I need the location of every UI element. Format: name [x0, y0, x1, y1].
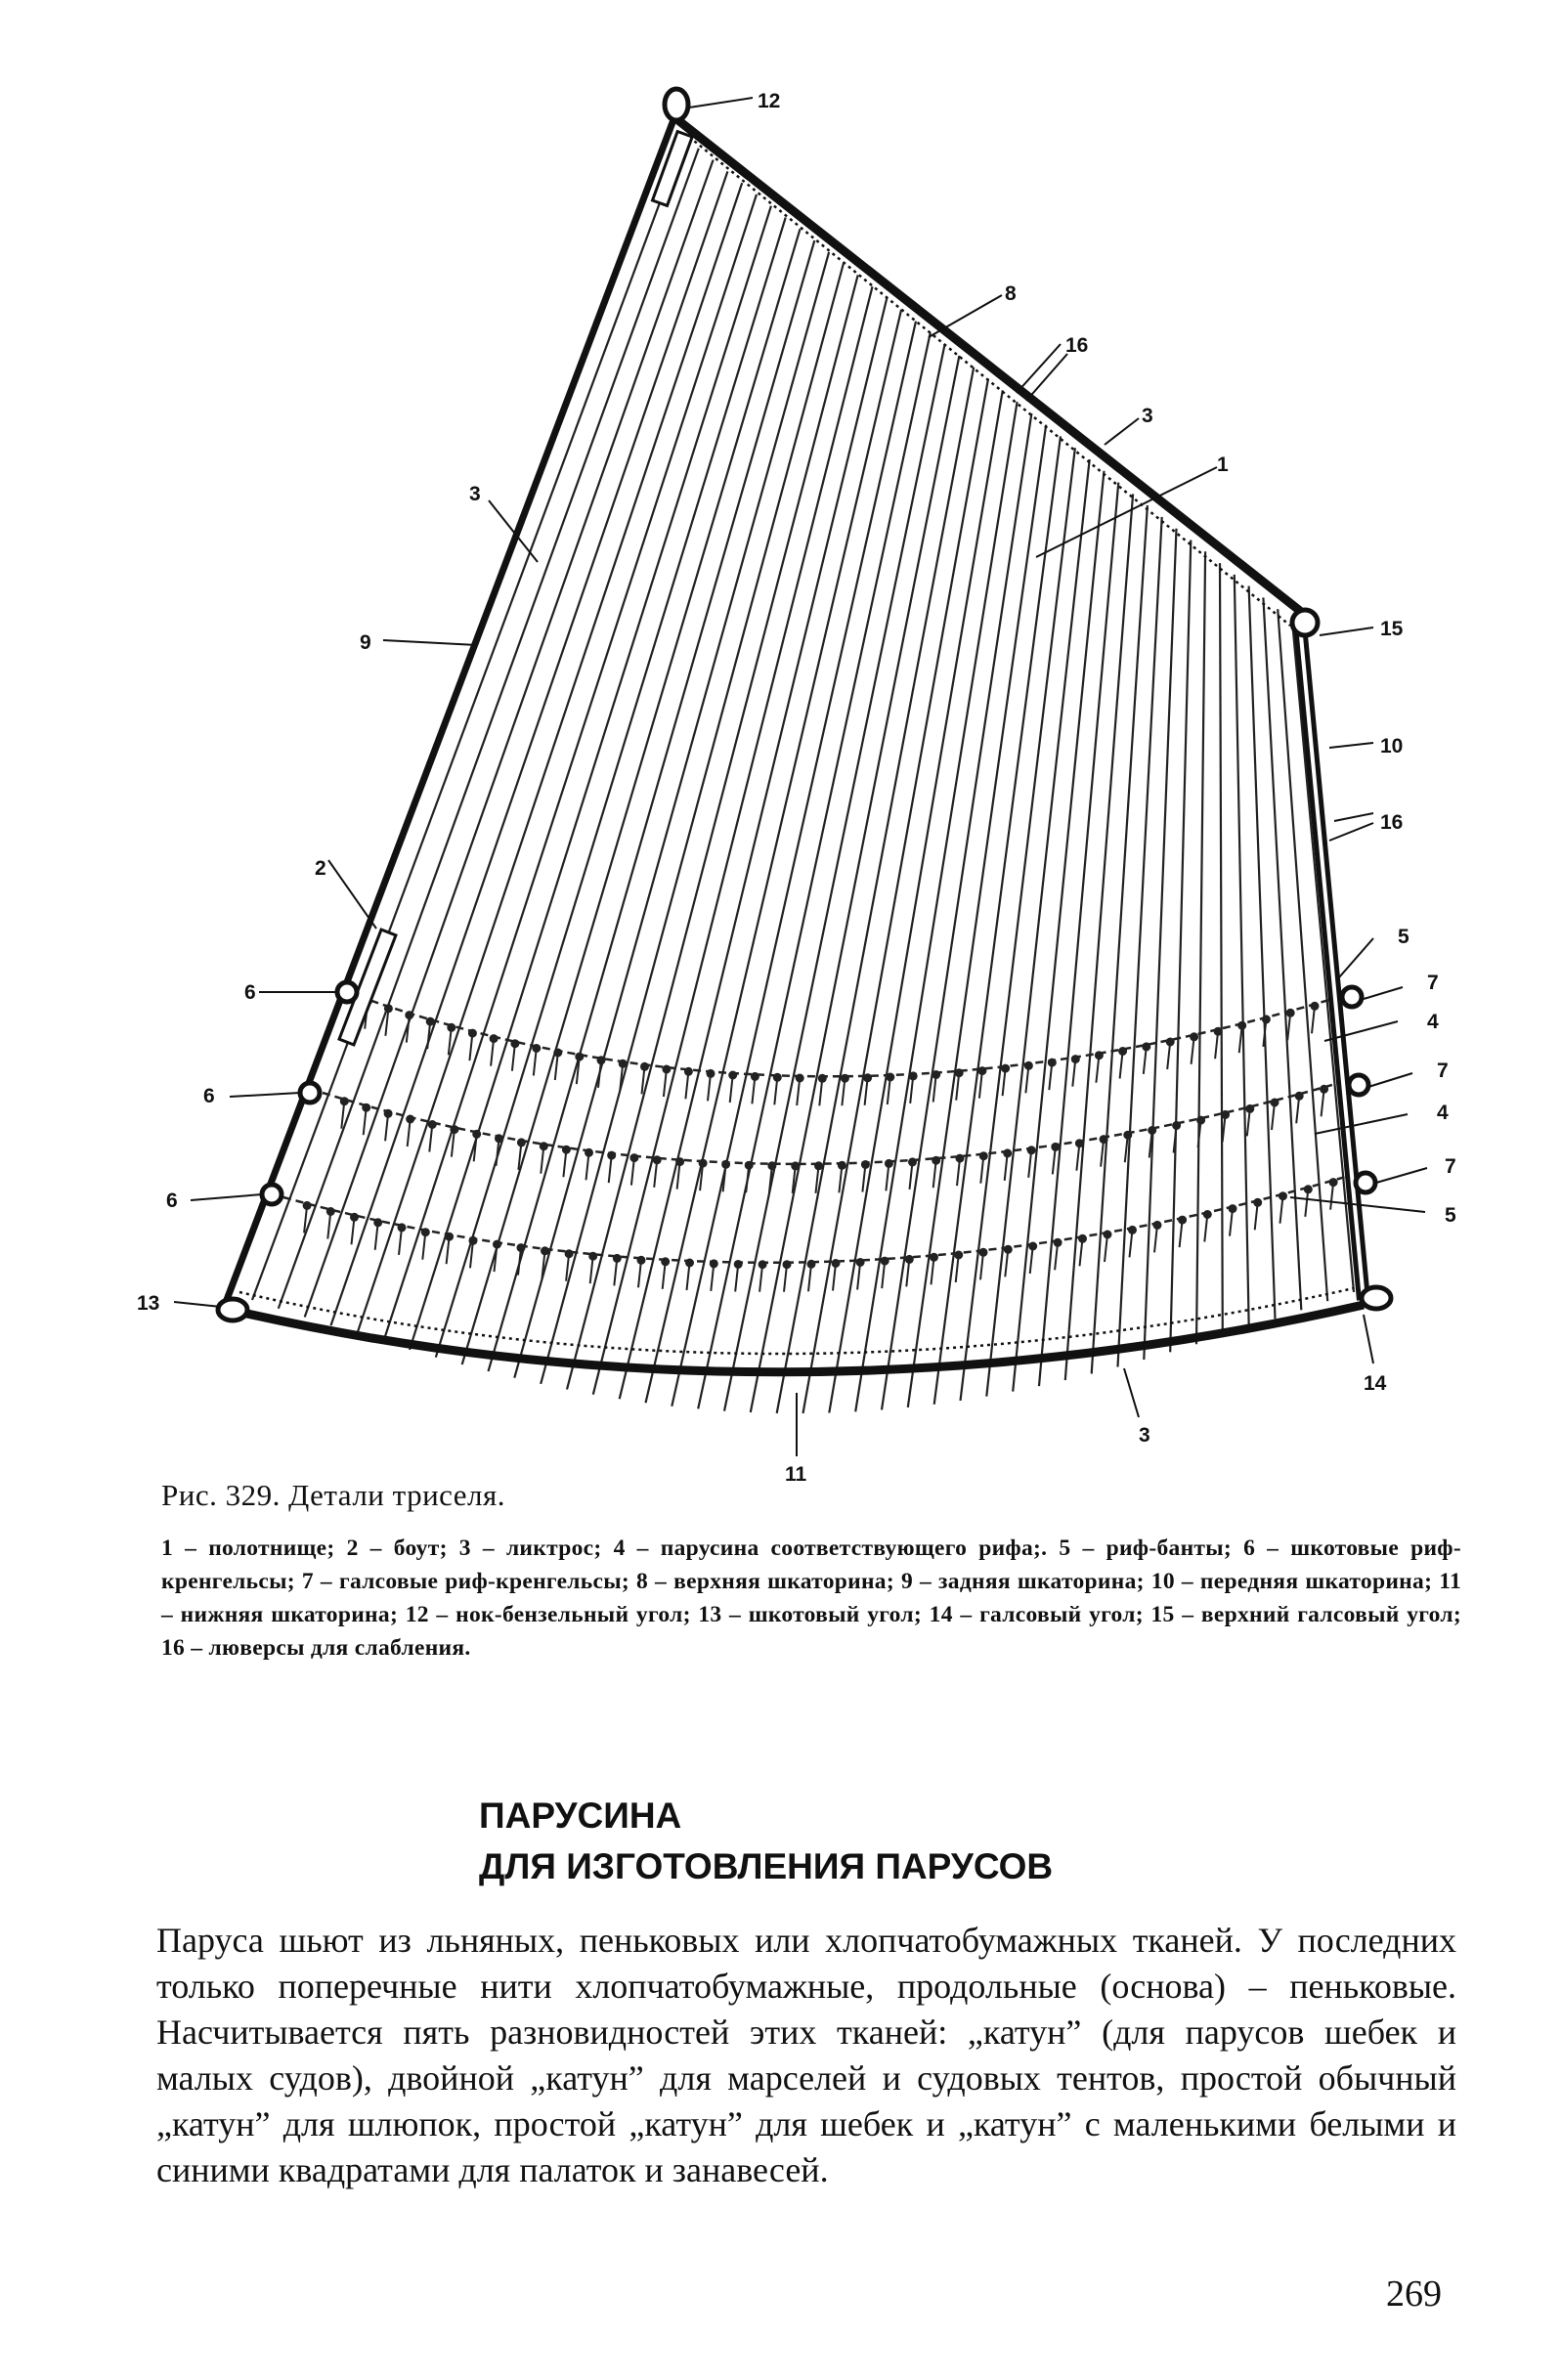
- seam-line: [489, 240, 815, 1371]
- reef-point-knot: [1222, 1111, 1229, 1118]
- reef-point-knot: [857, 1259, 864, 1266]
- reef-point-knot: [491, 1035, 498, 1042]
- reef-point-knot: [1101, 1136, 1107, 1143]
- seam-line: [751, 356, 960, 1412]
- reef-point-knot: [406, 1012, 412, 1018]
- reef-point-knot: [932, 1071, 939, 1078]
- reef-point-knot: [980, 1249, 987, 1256]
- reef-point-knot: [576, 1054, 583, 1060]
- reef-point-knot: [563, 1147, 570, 1153]
- reef-point-knot: [931, 1254, 937, 1261]
- section-heading: [479, 1791, 1359, 1892]
- reef-point-knot: [1143, 1043, 1149, 1050]
- reef-point-knot: [711, 1260, 717, 1267]
- reef-point-knot: [374, 1219, 381, 1226]
- label-10: 10: [1380, 735, 1404, 757]
- reef-point-knot: [864, 1074, 871, 1081]
- reef-point-knot: [700, 1160, 707, 1167]
- seam-line: [724, 344, 945, 1411]
- reef-point-knot: [978, 1067, 985, 1074]
- label-1: 1: [1217, 454, 1229, 476]
- reef-point-knot: [641, 1063, 648, 1070]
- label-6-a: 6: [244, 981, 256, 1004]
- reef-point-knot: [327, 1208, 334, 1215]
- seam-line: [1249, 586, 1276, 1320]
- reef-point-knot: [1049, 1060, 1056, 1066]
- reef-point-knot: [708, 1070, 715, 1077]
- reef-point-knot: [887, 1074, 893, 1081]
- seam-line: [1196, 551, 1205, 1344]
- reef-point-knot: [797, 1075, 803, 1082]
- reef-point-knot: [654, 1156, 661, 1163]
- label-12: 12: [758, 90, 781, 112]
- section-heading-line-1: ПАРУСИНА: [479, 1796, 682, 1836]
- reef-point-knot: [470, 1237, 477, 1244]
- label-5-upper: 5: [1398, 926, 1409, 948]
- label-11: 11: [785, 1463, 807, 1486]
- reef-point-knot: [518, 1244, 525, 1251]
- reef-point-knot: [469, 1030, 476, 1037]
- reef-point-knot: [589, 1253, 596, 1260]
- reef-point-knot: [614, 1255, 621, 1262]
- reef-point-knot: [1055, 1239, 1062, 1246]
- reef-point-knot: [1002, 1065, 1009, 1072]
- reef-point-knot: [1005, 1246, 1012, 1253]
- reef-point-knot: [839, 1162, 846, 1169]
- reef-point-knot: [808, 1261, 815, 1268]
- seam-line: [252, 137, 684, 1300]
- reef-point-knot: [886, 1160, 892, 1167]
- reef-point-knot: [957, 1155, 964, 1162]
- reef-point-knot: [1191, 1033, 1197, 1040]
- reef-point-knot: [862, 1161, 869, 1168]
- label-3-left: 3: [469, 483, 481, 505]
- reef-points: [304, 998, 1337, 1292]
- reef-point-knot: [815, 1162, 822, 1169]
- reef-point-knot: [427, 1018, 434, 1025]
- reef-point-knot: [1004, 1149, 1011, 1156]
- reef-point-knot: [1079, 1235, 1086, 1242]
- reef-point-knot: [746, 1162, 753, 1169]
- section-heading-line-2: ДЛЯ ИЗГОТОВЛЕНИЯ ПАРУСОВ: [479, 1846, 1054, 1886]
- reef-cringle-tack-1: [1342, 987, 1362, 1007]
- reef-point-knot: [833, 1260, 840, 1267]
- reef-point-knot: [385, 1110, 392, 1117]
- reef-point-knot: [533, 1045, 540, 1052]
- seam-line: [961, 448, 1075, 1401]
- seam-line: [934, 436, 1061, 1404]
- reef-point-knot: [1025, 1062, 1032, 1069]
- reef-point-knot: [448, 1024, 455, 1031]
- reef-point-knot: [304, 1202, 311, 1209]
- top-edge-inner: [689, 137, 1290, 626]
- reef-point-knot: [1330, 1179, 1337, 1186]
- label-4-a: 4: [1427, 1011, 1439, 1033]
- reef-point-knot: [429, 1121, 436, 1128]
- peak-ring: [665, 89, 688, 120]
- seam-line: [541, 264, 844, 1384]
- reef-point-knot: [341, 1098, 348, 1104]
- reef-point-knot: [1215, 1028, 1222, 1035]
- reef-point-knot: [1052, 1144, 1059, 1150]
- reef-point-knot: [792, 1162, 799, 1169]
- reef-point-knot: [686, 1260, 693, 1267]
- reef-point-knot: [451, 1126, 457, 1133]
- seam-line: [1235, 575, 1249, 1327]
- reef-cringle-tack-2: [1349, 1075, 1368, 1095]
- reef-point-knot: [1287, 1010, 1294, 1017]
- label-3-bottom: 3: [1139, 1424, 1150, 1447]
- reef-point-knot: [1029, 1243, 1036, 1250]
- reef-point-knot: [1105, 1232, 1111, 1238]
- label-16-top: 16: [1065, 334, 1089, 357]
- seam-line: [1013, 471, 1104, 1392]
- reef-point-knot: [768, 1162, 775, 1169]
- label-7-a: 7: [1427, 972, 1439, 994]
- reef-point-knot: [1028, 1147, 1035, 1153]
- reef-point-knot: [1076, 1140, 1083, 1147]
- reef-point-knot: [446, 1233, 453, 1240]
- label-15: 15: [1380, 618, 1404, 640]
- reef-point-knot: [1305, 1186, 1312, 1192]
- reef-point-knot: [906, 1256, 913, 1263]
- reef-point-knot: [955, 1252, 962, 1259]
- seam-line: [1292, 621, 1354, 1292]
- label-4-b: 4: [1437, 1102, 1449, 1124]
- label-14: 14: [1364, 1372, 1387, 1395]
- reef-point-knot: [662, 1258, 669, 1265]
- reef-point-knot: [1119, 1048, 1126, 1055]
- tack-ring: [1362, 1287, 1391, 1309]
- reef-point-knot: [638, 1257, 645, 1264]
- reef-point-knot: [542, 1247, 548, 1254]
- label-9: 9: [360, 631, 371, 654]
- reef-cringle-clew-3: [262, 1185, 282, 1204]
- reef-point-knot: [956, 1069, 963, 1076]
- reef-point-knot: [541, 1143, 547, 1149]
- reef-point-knot: [511, 1040, 518, 1047]
- reef-point-knot: [1246, 1105, 1253, 1112]
- label-6-c: 6: [166, 1190, 178, 1212]
- seam-line: [1220, 563, 1223, 1336]
- label-16-right: 16: [1380, 811, 1404, 834]
- reef-band-middle: [323, 1080, 1349, 1164]
- reef-point-knot: [1204, 1211, 1211, 1218]
- seam-line: [410, 206, 771, 1350]
- reef-point-knot: [608, 1152, 615, 1159]
- reef-point-knot: [363, 1104, 369, 1111]
- reef-point-knot: [518, 1139, 525, 1146]
- reef-point-knot: [1321, 1086, 1327, 1093]
- label-5-lower: 5: [1445, 1204, 1456, 1227]
- reef-point-knot: [1154, 1222, 1161, 1229]
- reef-point-knot: [351, 1214, 358, 1221]
- reef-point-knot: [585, 1149, 592, 1156]
- reef-point-knot: [494, 1241, 500, 1248]
- reef-point-knot: [1272, 1100, 1279, 1106]
- label-3-top: 3: [1142, 405, 1153, 427]
- figure-caption-legend: 1 – полотнище; 2 – боут; 3 – ликтрос; 4 – парусина соответствующего рифа;. 5 – риф-банты; 6 – шкотовые риф-кренгельсы; 7 – галсовые риф-кренгельсы; 8 – верхняя шкаторина; 9 – задняя шкаторина; 10 – передняя шкаторина; 11 – нижняя шкаторина; 12 – нок-бензельный угол; 13 – шкотовый угол; 14 – галсовый угол; 15 – верхний галсовый угол; 16 – люверсы для слабления.: [161, 1536, 1461, 1661]
- reef-point-knot: [735, 1261, 742, 1268]
- seam-line: [882, 413, 1031, 1410]
- reef-point-knot: [1149, 1127, 1155, 1134]
- reef-point-knot: [819, 1075, 826, 1082]
- label-13: 13: [137, 1292, 160, 1315]
- reef-point-knot: [399, 1224, 406, 1231]
- reef-point-knot: [1167, 1039, 1174, 1046]
- figure-caption-title: Рис. 329. Детали триселя.: [161, 1478, 506, 1512]
- seam-line: [1144, 529, 1176, 1360]
- reef-point-knot: [784, 1261, 791, 1268]
- seam-line: [777, 368, 975, 1413]
- reef-point-knot: [620, 1060, 627, 1067]
- body-paragraph: Паруса шьют из льняных, пеньковых или хлопчатобумажных тканей. У последних только поперечные нити хлопчатобумажные, продольные (основа) – пеньковые. Насчитывается пять разновидностей этих тканей: „катун” (для парусов шебек и малых судов), двойной „катун” для марселей и судовых тентов, простой обычный „катун” для шлюпок, простой „катун” для шебек и „катун” с маленькими белыми и синими квадратами для палаток и занавесей.: [156, 1921, 1456, 2189]
- reef-point-knot: [685, 1068, 692, 1075]
- sail-cloth-seams: [252, 137, 1354, 1413]
- reef-point-knot: [980, 1152, 987, 1159]
- reef-point-knot: [1263, 1016, 1270, 1022]
- throat-ring: [1292, 610, 1318, 635]
- reef-point-knot: [1096, 1052, 1103, 1059]
- reef-point-knot: [1254, 1199, 1261, 1206]
- page-number: 269: [1386, 2273, 1442, 2315]
- reef-point-knot: [1296, 1093, 1303, 1100]
- reef-point-knot: [722, 1161, 729, 1168]
- reef-point-knot: [630, 1154, 637, 1161]
- reef-point-knot: [496, 1135, 502, 1142]
- reef-point-knot: [473, 1131, 480, 1138]
- seam-line: [305, 160, 714, 1318]
- reef-point-knot: [774, 1074, 781, 1081]
- reef-point-knot: [1179, 1217, 1186, 1224]
- reef-point-knot: [1312, 1003, 1319, 1010]
- reef-point-knot: [1072, 1056, 1079, 1062]
- reef-point-knot: [663, 1066, 670, 1073]
- reef-point-knot: [676, 1158, 683, 1165]
- reef-cringle-clew-2: [300, 1083, 320, 1103]
- reef-point-knot: [422, 1229, 429, 1235]
- reef-point-knot: [554, 1050, 561, 1057]
- label-8: 8: [1005, 282, 1017, 305]
- reef-cringle-tack-3: [1356, 1173, 1375, 1192]
- label-7-c: 7: [1445, 1155, 1456, 1178]
- reef-point-knot: [1197, 1117, 1204, 1124]
- reef-point-knot: [1124, 1132, 1131, 1139]
- seam-line: [620, 298, 888, 1399]
- clew-ring: [218, 1299, 247, 1320]
- reef-cringle-clew-1: [337, 982, 357, 1002]
- reef-point-knot: [842, 1075, 848, 1082]
- reef-point-knot: [1238, 1022, 1245, 1029]
- top-edge-bolt-rope: [674, 117, 1300, 611]
- reef-point-knot: [1129, 1227, 1136, 1233]
- reef-point-knot: [909, 1158, 916, 1165]
- label-2: 2: [315, 857, 326, 880]
- reef-point-knot: [385, 1005, 392, 1012]
- reef-point-knot: [910, 1072, 917, 1079]
- seam-line: [698, 332, 931, 1408]
- reef-point-knot: [1230, 1205, 1236, 1212]
- reef-point-knot: [882, 1258, 889, 1265]
- reef-point-knot: [759, 1261, 766, 1268]
- reef-point-knot: [1173, 1122, 1180, 1129]
- reef-point-knot: [598, 1057, 605, 1063]
- label-6-b: 6: [203, 1085, 215, 1107]
- label-7-b: 7: [1437, 1060, 1449, 1082]
- reef-point-knot: [566, 1250, 573, 1257]
- reef-point-knot: [729, 1072, 736, 1079]
- reef-point-knot: [407, 1116, 413, 1123]
- reef-point-knot: [752, 1073, 759, 1080]
- foot-edge: [230, 1305, 1364, 1372]
- reef-point-knot: [932, 1157, 939, 1164]
- reef-point-knot: [1279, 1192, 1286, 1199]
